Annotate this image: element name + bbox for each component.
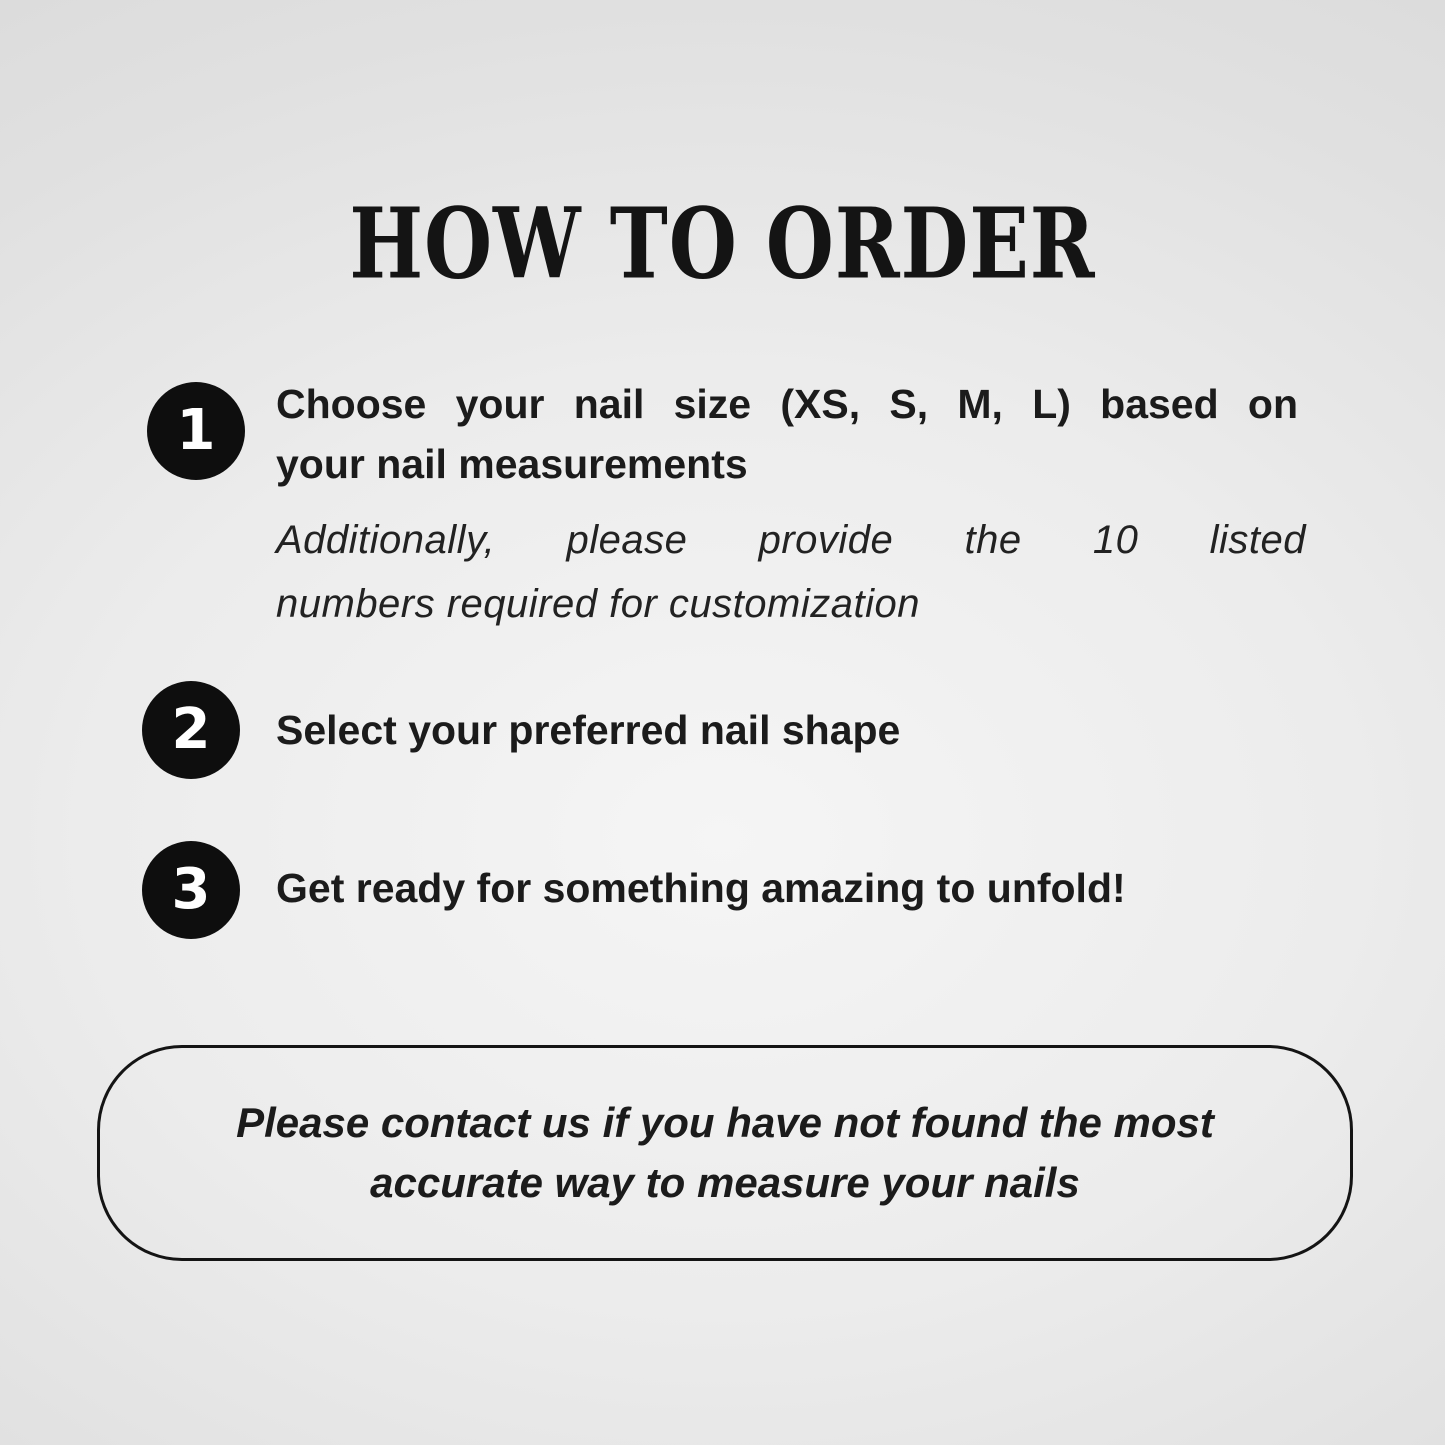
step-3-number-badge <box>142 841 240 939</box>
step-1-note-line-2: numbers required for customization <box>276 582 920 626</box>
contact-note-box <box>97 1045 1353 1261</box>
contact-note-line-2: accurate way to measure your nails <box>370 1159 1080 1206</box>
step-3-text <box>276 858 1298 918</box>
step-3-number: 3 <box>171 857 211 922</box>
step-1-note <box>276 508 1306 636</box>
step-1-text <box>276 374 1298 494</box>
step-2-text-line-1: Select your preferred nail shape <box>276 707 901 753</box>
step-2-text <box>276 700 1298 760</box>
page-title: HOW TO ORDER <box>349 187 1096 301</box>
step-1-text-line-2: your nail measurements <box>276 441 748 487</box>
step-2-number-badge <box>142 681 240 779</box>
step-1-text-line-1: Choose your nail size (XS, S, M, L) based on <box>276 381 1298 427</box>
step-1-number-badge <box>147 382 245 480</box>
step-1-number: 1 <box>176 398 216 463</box>
step-2-number: 2 <box>171 697 211 762</box>
contact-note-line-1: Please contact us if you have not found the most <box>236 1099 1214 1146</box>
step-1-note-line-1: Additionally, please provide the 10 listed <box>276 518 1306 562</box>
step-3-text-line-1: Get ready for something amazing to unfold! <box>276 865 1126 911</box>
